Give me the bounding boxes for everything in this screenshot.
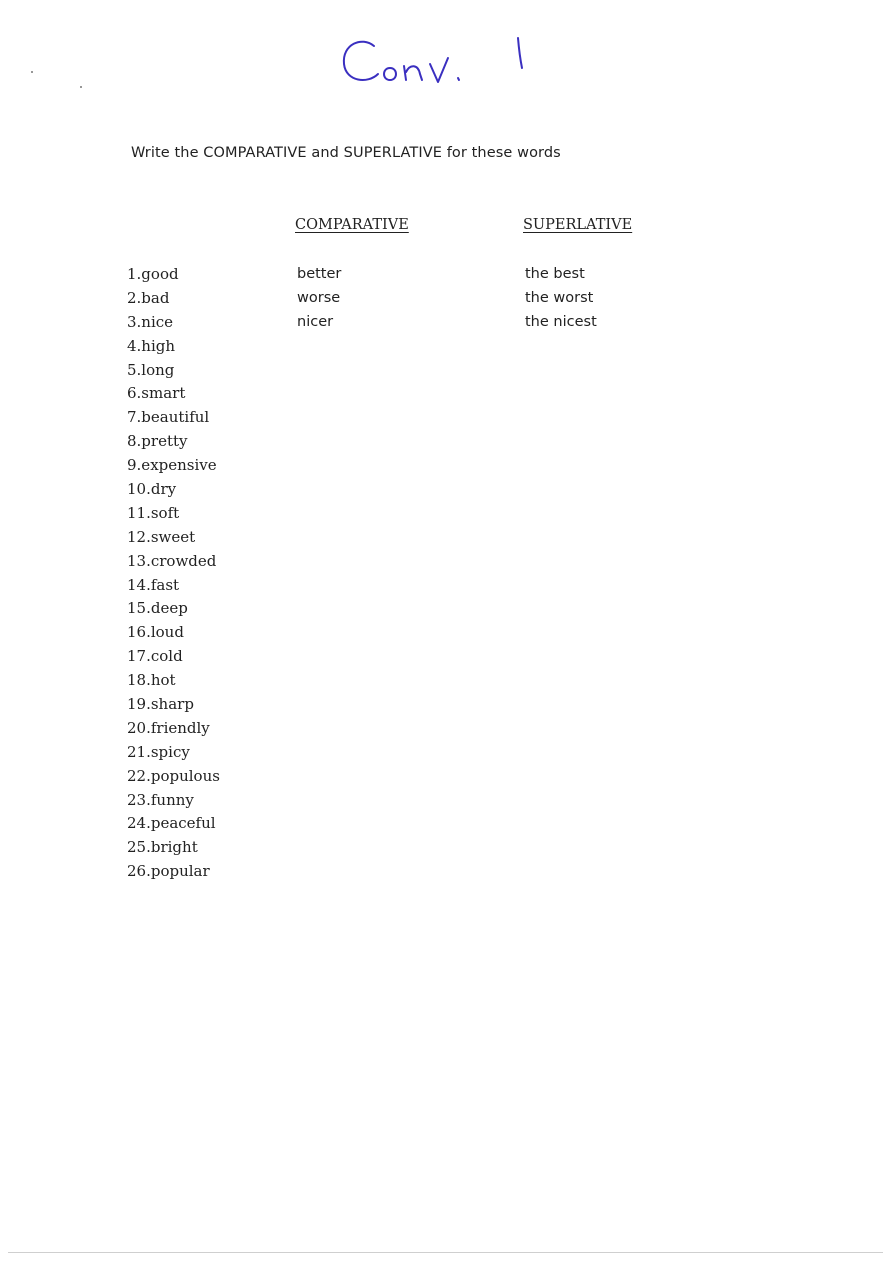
list-item-word: 8.pretty [127, 432, 188, 451]
list-item-word: 5.long [127, 360, 175, 379]
list-item-word: 16.loud [127, 623, 184, 642]
list-item-word: 15.deep [127, 599, 188, 618]
list-item-word: 21.spicy [127, 742, 190, 761]
list-item-word: 23.funny [127, 790, 194, 809]
list-item-superlative: the worst [525, 289, 594, 306]
list-item-word: 12.sweet [127, 527, 196, 546]
list-item-word: 1.good [127, 265, 179, 283]
comparative-header: COMPARATIVE [295, 217, 409, 233]
scan-speck [80, 86, 82, 88]
list-item-word: 7.beautiful [127, 408, 210, 427]
list-item-word: 22.populous [127, 766, 220, 785]
superlative-header: SUPERLATIVE [523, 217, 633, 233]
list-item-word: 20.friendly [127, 718, 210, 737]
list-item-comparative: worse [297, 289, 341, 306]
list-item-word: 3.nice [127, 312, 174, 331]
list-item-word: 11.soft [127, 503, 180, 522]
list-item-word: 25.bright [127, 838, 198, 857]
handwriting-drawing [330, 28, 540, 98]
list-item-word: 14.fast [127, 575, 180, 594]
list-item-superlative: the best [525, 266, 585, 282]
list-item-word: 6.smart [127, 384, 186, 403]
list-item-word: 9.expensive [127, 456, 217, 475]
page-bottom-edge [8, 1252, 883, 1253]
handwritten-note [330, 28, 540, 98]
word-list [127, 263, 220, 884]
list-item-word: 17.cold [127, 647, 183, 666]
list-item-word: 10.dry [127, 480, 177, 499]
list-item-word: 4.high [127, 336, 176, 355]
list-item-word: 24.peaceful [127, 814, 216, 833]
list-item-word: 2.bad [127, 288, 170, 307]
comparative-answers [297, 263, 341, 335]
instruction-text: Write the COMPARATIVE and SUPERLATIVE for these words [131, 145, 561, 161]
list-item-word: 13.crowded [127, 551, 217, 570]
scan-speck [31, 71, 33, 73]
superlative-answers [525, 263, 597, 335]
list-item-word: 19.sharp [127, 695, 194, 714]
list-item-word: 26.popular [127, 862, 210, 881]
list-item-superlative: the nicest [525, 313, 597, 330]
list-item-comparative: nicer [297, 313, 334, 330]
list-item-word: 18.hot [127, 671, 176, 690]
list-item-comparative: better [297, 266, 342, 282]
